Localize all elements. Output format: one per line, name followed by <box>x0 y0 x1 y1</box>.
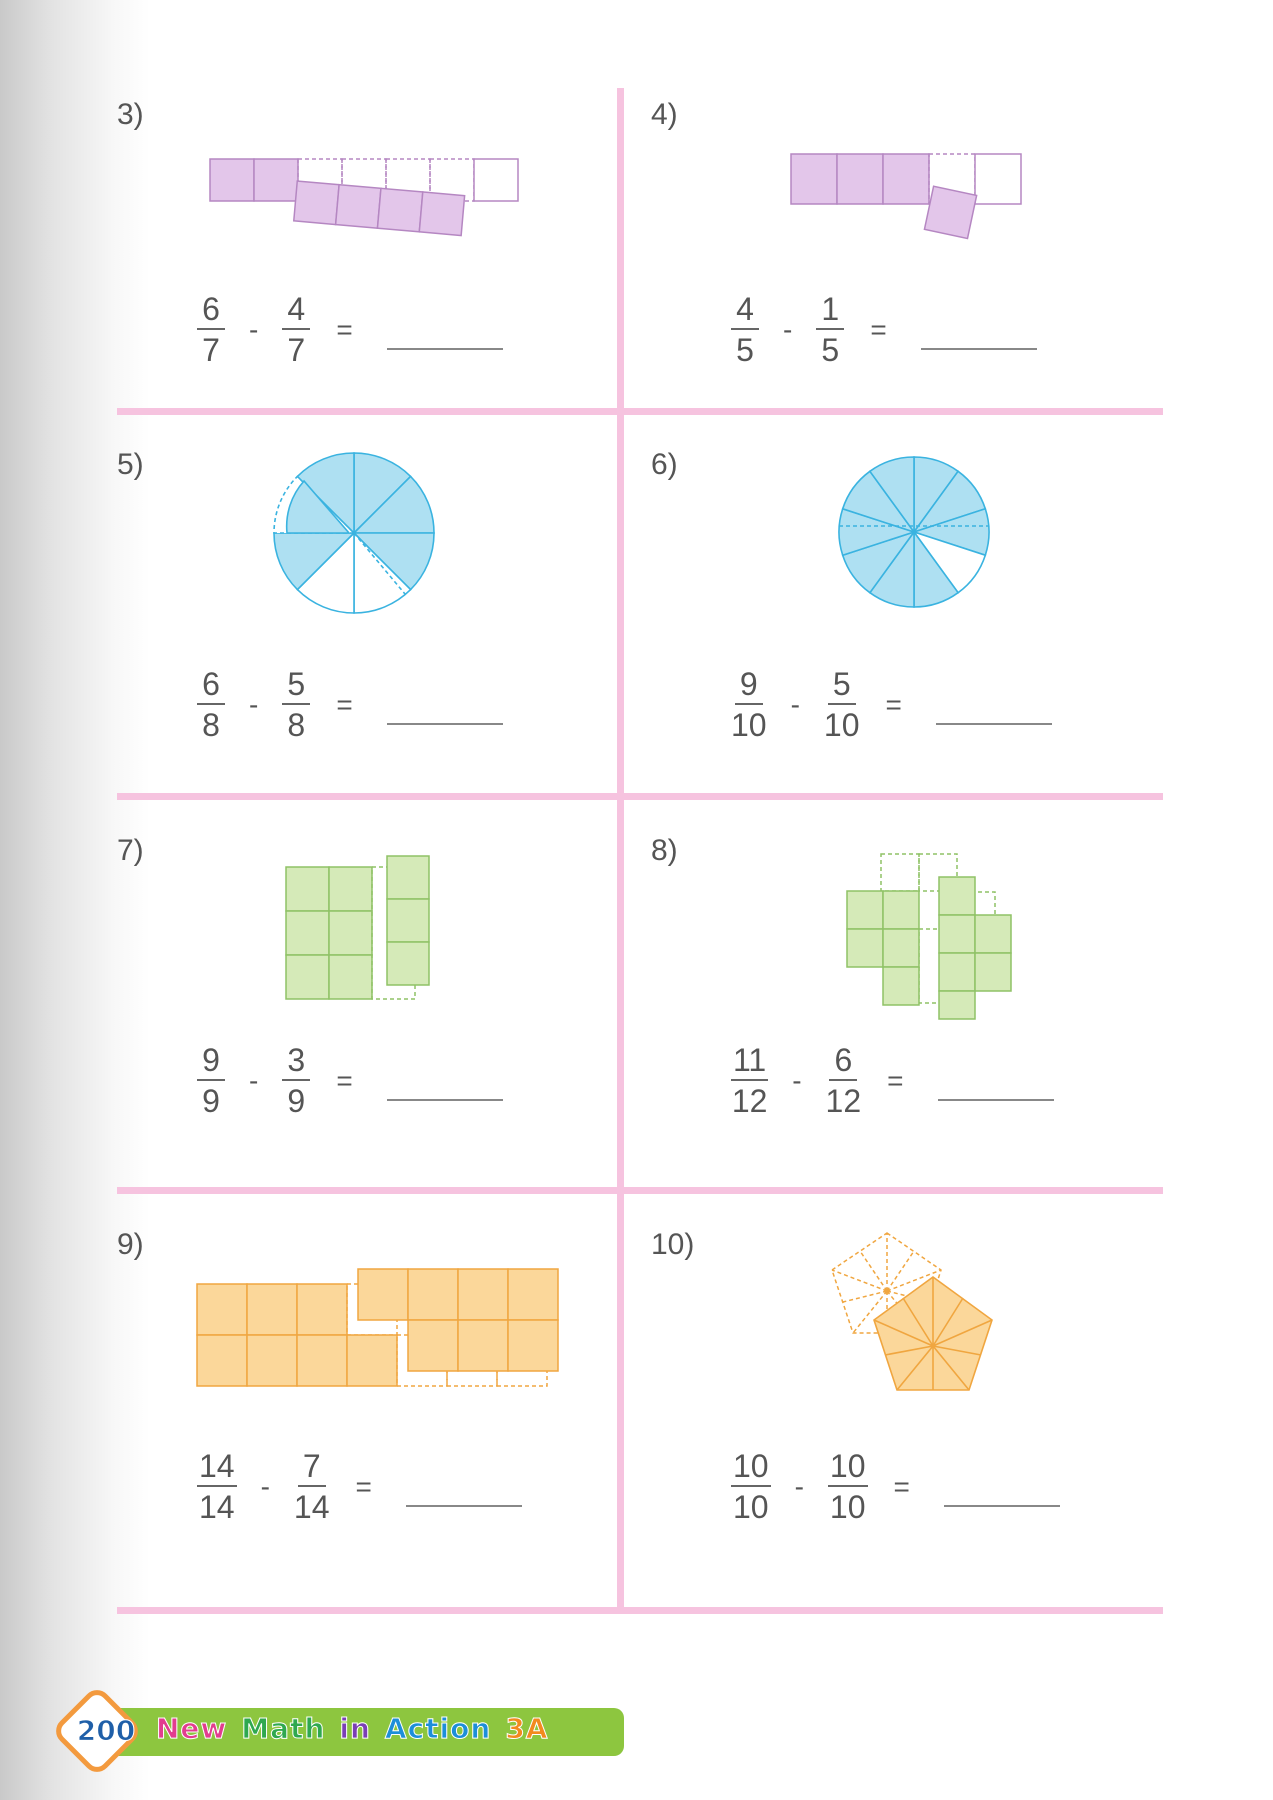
title-word: in <box>339 1712 371 1745</box>
numerator: 10 <box>731 1450 771 1487</box>
title-word: Math <box>241 1712 326 1745</box>
answer-blank[interactable] <box>406 1505 522 1507</box>
denominator: 8 <box>287 707 306 743</box>
title-word: New <box>156 1712 228 1745</box>
fraction-minuend <box>197 668 225 741</box>
denominator: 10 <box>829 1489 866 1525</box>
equation <box>731 1044 1054 1117</box>
horizontal-divider-4 <box>117 1607 1163 1614</box>
pentagon-tenths <box>817 1228 1017 1418</box>
minus-sign: - <box>790 688 800 720</box>
minus-sign: - <box>249 688 259 720</box>
numerator: 6 <box>829 1044 857 1081</box>
denominator: 10 <box>733 1489 769 1525</box>
answer-blank[interactable] <box>944 1505 1060 1507</box>
bar-model-fifths <box>789 150 1049 250</box>
numerator: 11 <box>731 1044 768 1081</box>
fraction-subtrahend <box>294 1450 330 1523</box>
equals-sign: = <box>336 313 353 345</box>
answer-blank[interactable] <box>938 1099 1054 1101</box>
equation <box>731 668 1052 741</box>
denominator: 14 <box>199 1489 235 1525</box>
denominator: 5 <box>821 332 840 368</box>
exercise-number: 5) <box>117 448 144 481</box>
minus-sign: - <box>249 313 259 345</box>
exercise-number: 9) <box>117 1228 144 1261</box>
fraction-subtrahend <box>828 1450 868 1523</box>
numerator: 4 <box>731 293 759 330</box>
equals-sign: = <box>336 688 353 720</box>
minus-sign: - <box>260 1470 270 1502</box>
answer-blank[interactable] <box>921 348 1037 350</box>
numerator: 6 <box>197 293 225 330</box>
exercise-number: 8) <box>651 834 678 867</box>
denominator: 7 <box>287 332 306 368</box>
denominator: 7 <box>202 332 220 368</box>
equation <box>197 293 503 366</box>
equation <box>197 1450 522 1523</box>
fraction-minuend <box>197 1450 237 1523</box>
numerator: 14 <box>197 1450 237 1487</box>
numerator: 4 <box>282 293 310 330</box>
page-footer <box>58 1694 638 1770</box>
circle-eighths <box>269 448 439 618</box>
grid-fourteenths <box>195 1266 565 1396</box>
minus-sign: - <box>792 1064 802 1096</box>
denominator: 8 <box>202 707 220 743</box>
equals-sign: = <box>885 688 902 720</box>
horizontal-divider-2 <box>117 793 1163 800</box>
numerator: 9 <box>735 668 763 705</box>
exercise-number: 10) <box>651 1228 695 1261</box>
denominator: 14 <box>293 1489 330 1525</box>
exercise-number: 3) <box>117 98 144 131</box>
minus-sign: - <box>249 1064 259 1096</box>
equals-sign: = <box>355 1470 372 1502</box>
horizontal-divider-1 <box>117 408 1163 415</box>
denominator: 9 <box>202 1083 220 1119</box>
numerator: 1 <box>816 293 844 330</box>
equation <box>731 1450 1060 1523</box>
fraction-subtrahend <box>824 668 860 741</box>
grid-twelfths <box>845 852 1025 1022</box>
equation <box>197 668 503 741</box>
denominator: 5 <box>736 332 754 368</box>
denominator: 10 <box>823 707 860 743</box>
numerator: 10 <box>828 1450 868 1487</box>
exercise-number: 7) <box>117 834 144 867</box>
numerator: 9 <box>197 1044 225 1081</box>
fraction-minuend <box>197 293 225 366</box>
vertical-divider <box>617 88 624 1610</box>
horizontal-divider-3 <box>117 1187 1163 1194</box>
exercise-number: 4) <box>651 98 678 131</box>
fraction-subtrahend <box>282 668 310 741</box>
exercise-number: 6) <box>651 448 678 481</box>
grid-ninths <box>283 854 443 1004</box>
answer-blank[interactable] <box>936 723 1052 725</box>
fraction-minuend <box>731 293 759 366</box>
bar-model-sevenths <box>207 154 507 244</box>
denominator: 9 <box>287 1083 306 1119</box>
equals-sign: = <box>336 1064 353 1096</box>
fraction-minuend <box>731 1450 771 1523</box>
denominator: 12 <box>731 1083 768 1119</box>
fraction-minuend <box>731 1044 768 1117</box>
equals-sign: = <box>887 1064 904 1096</box>
book-title <box>154 1712 550 1745</box>
equals-sign: = <box>893 1470 910 1502</box>
numerator: 5 <box>282 668 310 705</box>
equation <box>731 293 1037 366</box>
fraction-subtrahend <box>816 293 844 366</box>
fraction-minuend <box>731 668 767 741</box>
fraction-subtrahend <box>282 1044 310 1117</box>
numerator: 7 <box>298 1450 326 1487</box>
equals-sign: = <box>870 313 887 345</box>
numerator: 6 <box>197 668 225 705</box>
page-edge-shadow <box>0 0 150 1800</box>
circle-tenths <box>834 452 994 612</box>
fraction-minuend <box>197 1044 225 1117</box>
equation <box>197 1044 503 1117</box>
title-word: 3A <box>505 1712 549 1745</box>
answer-blank[interactable] <box>387 1099 503 1101</box>
answer-blank[interactable] <box>387 348 503 350</box>
fraction-subtrahend <box>826 1044 862 1117</box>
answer-blank[interactable] <box>387 723 503 725</box>
numerator: 3 <box>282 1044 310 1081</box>
minus-sign: - <box>783 313 793 345</box>
denominator: 10 <box>731 707 767 743</box>
page-number: 200 <box>76 1714 136 1747</box>
denominator: 12 <box>825 1083 862 1119</box>
fraction-subtrahend <box>282 293 310 366</box>
numerator: 5 <box>828 668 856 705</box>
title-word: Action <box>384 1712 492 1745</box>
minus-sign: - <box>794 1470 804 1502</box>
